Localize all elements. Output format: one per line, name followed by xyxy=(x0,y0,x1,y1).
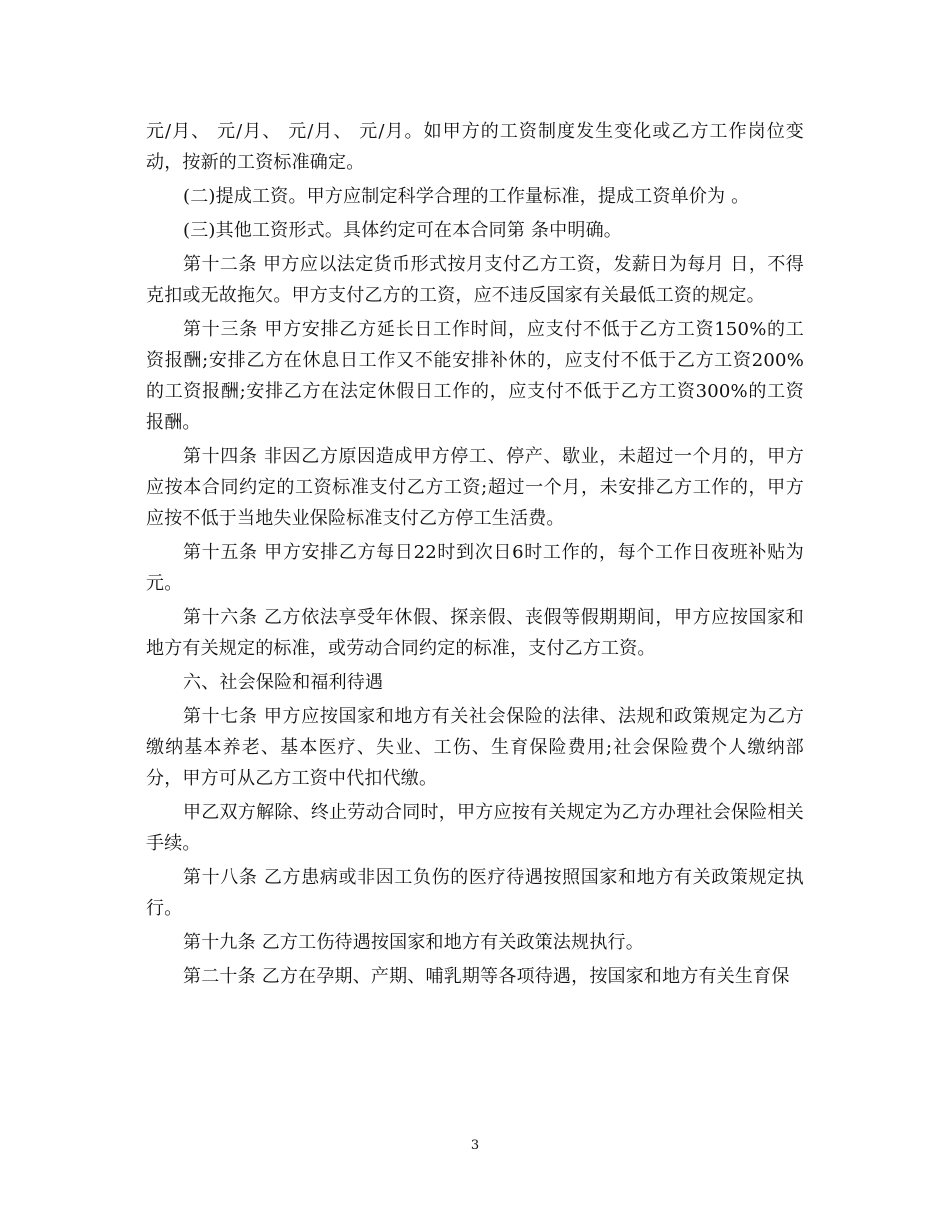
paragraph-other-wage-forms: (三)其他工资形式。具体约定可在本合同第 条中明确。 xyxy=(183,220,622,241)
paragraph-article-19: 第十九条 乙方工伤待遇按国家和地方有关政策法规执行。 xyxy=(183,932,644,953)
section-heading-social-insurance: 六、社会保险和福利待遇 xyxy=(183,672,384,693)
paragraph-article-17: 第十七条 甲方应按国家和地方有关社会保险的法律、法规和政策规定为乙方缴纳基本养老、基本医疗、失业、工伤、生育保险费用;社会保险费个人缴纳部分，甲方可从乙方工资中代扣代缴。 xyxy=(146,706,804,789)
paragraph-article-13: 第十三条 甲方安排乙方延长日工作时间，应支付不低于乙方工资150%的工资报酬;安排乙方在休息日工作又不能安排补休的，应支付不低于乙方工资200%的工资报酬;安排乙方在法定休假日工作的，应支付不低于乙方工资300%的工资报酬。 xyxy=(146,319,804,433)
paragraph-article-14: 第十四条 非因乙方原因造成甲方停工、停产、歇业，未超过一个月的，甲方应按本合同约定的工资标准支付乙方工资;超过一个月，未安排乙方工作的，甲方应按不低于当地失业保险标准支付乙方停工生活费。 xyxy=(146,446,804,529)
paragraph-termination-insurance: 甲乙双方解除、终止劳动合同时，甲方应按有关规定为乙方办理社会保险相关手续。 xyxy=(146,802,804,854)
paragraph-article-20: 第二十条 乙方在孕期、产期、哺乳期等各项待遇，按国家和地方有关生育保 xyxy=(183,966,790,987)
paragraph-article-15: 第十五条 甲方安排乙方每日22时到次日6时工作的，每个工作日夜班补贴为 元。 xyxy=(146,542,804,594)
paragraph-article-12: 第十二条 甲方应以法定货币形式按月支付乙方工资，发薪日为每月 日，不得克扣或无故拖欠。甲方支付乙方的工资，应不违反国家有关最低工资的规定。 xyxy=(146,254,804,306)
paragraph-commission-wage: (二)提成工资。甲方应制定科学合理的工作量标准，提成工资单价为 。 xyxy=(183,186,750,207)
document-body xyxy=(146,116,804,995)
paragraph-wage-standard-continuation: 元/月、 元/月、 元/月、 元/月。如甲方的工资制度发生变化或乙方工作岗位变动，按新的工资标准确定。 xyxy=(146,121,804,173)
page-number: 3 xyxy=(470,1138,480,1153)
paragraph-article-18: 第十八条 乙方患病或非因工负伤的医疗待遇按照国家和地方有关政策规定执行。 xyxy=(146,867,804,919)
paragraph-article-16: 第十六条 乙方依法享受年休假、探亲假、丧假等假期期间，甲方应按国家和地方有关规定的标准，或劳动合同约定的标准，支付乙方工资。 xyxy=(146,607,804,659)
